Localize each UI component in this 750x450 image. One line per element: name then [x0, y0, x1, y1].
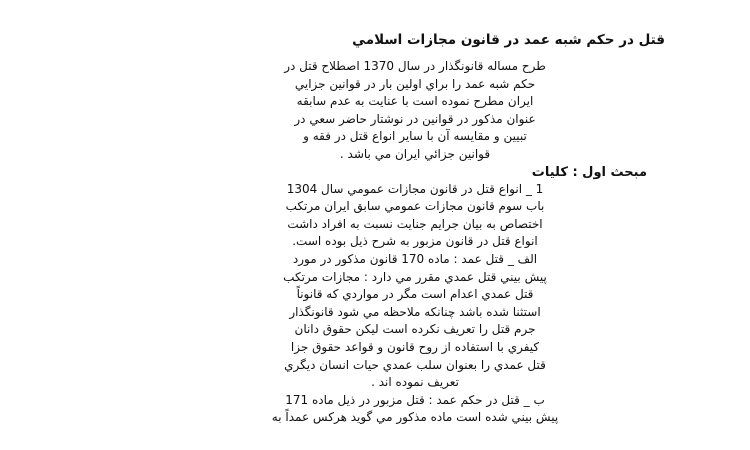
text-line: استثنا شده باشد چنانکه ملاحظه مي شود قانونگذار — [289, 304, 541, 319]
text-line: تبيين و مقايسه آن با ساير انواع قتل در فقه و — [303, 129, 527, 144]
text-line: پيش بيني شده است ماده مذکور مي گويد هرکس عمداً به — [271, 410, 559, 425]
text-line: تعريف نموده اند . — [371, 375, 459, 390]
text-line: جرم قتل را تعريف نکرده است ليکن حقوق دانان — [294, 322, 536, 337]
text-line: ب _ قتل در حکم عمد : قتل مزبور در ذيل ماده 171 — [285, 392, 545, 407]
text-line: قوانين جزائي ايران مي باشد . — [339, 146, 491, 161]
text-line: باب سوم قانون مجازات عمومي سابق ايران مرتکب — [285, 199, 545, 214]
text-line: انواع قتل در قانون مزبور به شرح ذيل بوده است. — [292, 234, 538, 249]
text-line: 1 _ انواع قتل در قانون مجازات عمومي سال 1304 — [286, 181, 544, 196]
text-line: قتل عمدي اعدام است مگر در مواردي که قانوناً — [296, 287, 534, 302]
text-line: الف _ قتل عمد : ماده 170 قانون مذکور در مورد — [292, 251, 538, 266]
text-line: پيش بيني قتل عمدي مقرر مي دارد : مجازات مرتکب — [283, 269, 547, 284]
document-title: قتل در حکم شبه عمد در قانون مجازات اسلامي — [352, 32, 665, 48]
text-line: اختصاص به بيان جرايم جنايت نسبت به افراد داشت — [287, 216, 543, 231]
text-line: ايران مطرح نموده است با عنايت به عدم سابقه — [296, 94, 534, 109]
text-line: طرح مساله قانونگذار در سال 1370 اصطلاح قتل در — [284, 59, 546, 73]
body-paragraph — [165, 181, 665, 427]
text-line: حکم شبه عمد را براي اولين بار در قوانين جزايي — [294, 76, 536, 91]
document-page — [165, 30, 665, 427]
text-line: قتل عمدي را بعنوان سلب عمدي حيات انسان ديگري — [284, 357, 546, 372]
intro-paragraph — [165, 58, 665, 164]
section-heading: مبحث اول : کليات — [531, 164, 647, 180]
text-line: عنوان مذکور در قوانين در نوشتار حاضر سعي در — [294, 111, 536, 126]
text-line: کيفري با استفاده از روح قانون و قواعد حقوق جزا — [290, 339, 540, 354]
